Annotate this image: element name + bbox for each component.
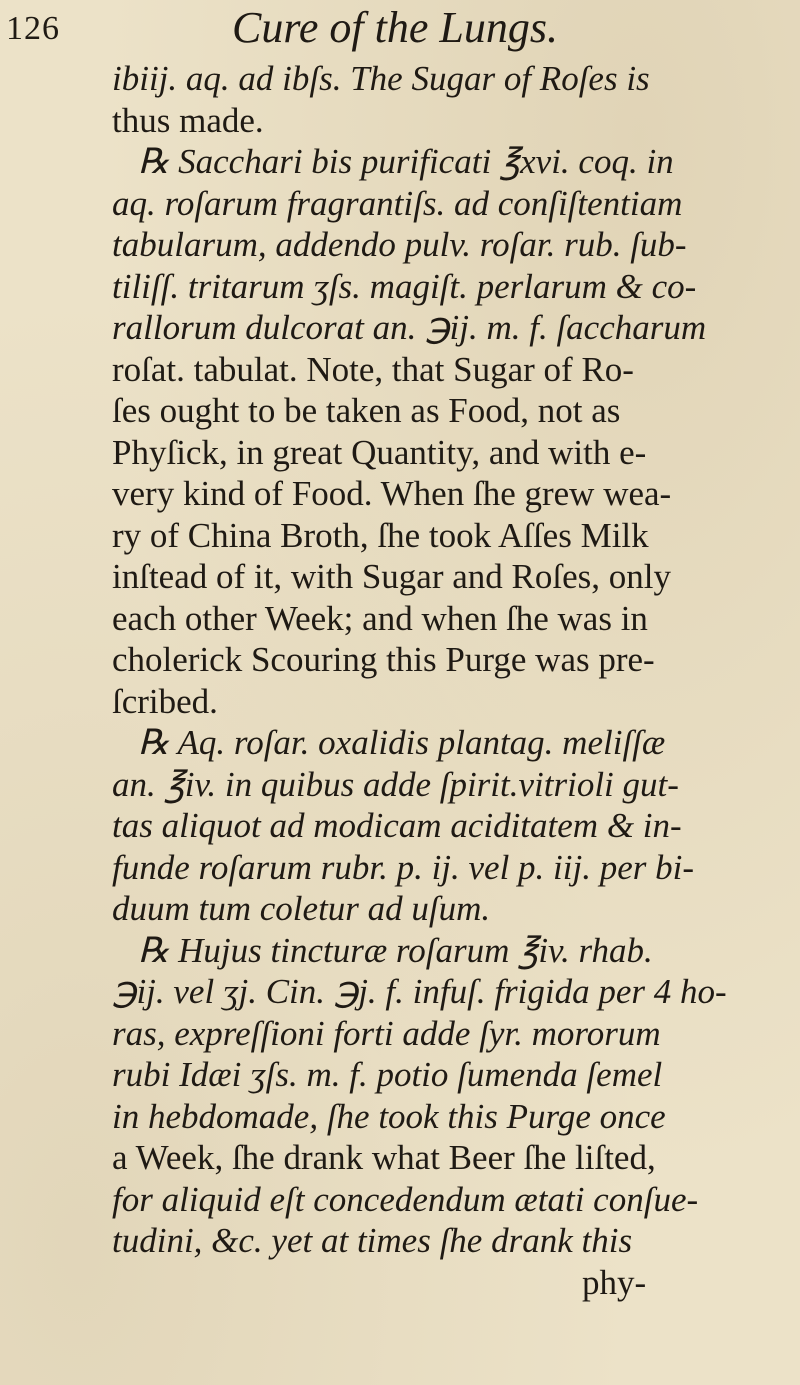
text-line: rallorum dulcorat an. ℈ij. m. f. ſaccharum [112, 308, 707, 347]
text-line: very kind of Food. When ſhe grew wea- [112, 474, 672, 513]
text-line: ras, expreſſioni forti adde ſyr. mororum [112, 1013, 661, 1053]
page-number: 126 [6, 10, 60, 47]
text-line: a Week, ſhe drank what Beer ſhe liſted, [112, 1138, 656, 1177]
text-line: Phyſick, in great Quantity, and with e- [112, 432, 647, 472]
text-line: ſes ought to be taken as Food, not as [112, 391, 621, 430]
text-line: cholerick Scouring this Purge was pre- [112, 640, 655, 679]
text-line: ℈ij. vel ʒj. Cin. ℈j. f. infuſ. frigida per 4 ho- [112, 972, 727, 1011]
text-line: ſcribed. [112, 681, 218, 721]
text-line: for aliquid eſt concedendum ætati conſue- [112, 1179, 699, 1219]
text-line: tudini, &c. yet at times ſhe drank this [112, 1221, 633, 1260]
text-line: ry of China Broth, ſhe took Aſſes Milk [112, 515, 649, 555]
text-line: tabularum, addendo pulv. roſar. rub. ſub- [112, 225, 687, 264]
catchword: phy- [582, 1262, 647, 1302]
text-line: ℞ Aq. roſar. oxalidis plantag. meliſſæ [138, 723, 666, 762]
text-line: funde roſarum rubr. p. ij. vel p. iij. per bi- [112, 847, 695, 887]
running-title: Cure of the Lungs. [232, 3, 558, 52]
text-line: in hebdomade, ſhe took this Purge once [112, 1096, 666, 1136]
text-line: rubi Idæi ʒſs. m. f. potio ſumenda ſemel [112, 1055, 663, 1094]
text-line: tiliſſ. tritarum ʒſs. magiſt. perlarum & co- [112, 266, 697, 306]
text-line: aq. roſarum fragrantiſs. ad conſiſtentiam [112, 183, 683, 223]
text-line: inſtead of it, with Sugar and Roſes, only [112, 557, 671, 596]
page-header [0, 0, 800, 64]
text-line: ℞ Sacchari bis purificati ℥xvi. coq. in [138, 142, 674, 181]
text-line: ℞ Hujus tincturæ roſarum ℥iv. rhab. [138, 930, 653, 970]
text-line: tas aliquot ad modicam aciditatem & in- [112, 806, 682, 845]
text-line: thus made. [112, 100, 264, 140]
body-text [112, 58, 792, 1303]
text-line: ibiij. aq. ad ibſs. The Sugar of Roſes is [112, 59, 650, 98]
text-line: duum tum coletur ad uſum. [112, 889, 491, 928]
text-line: each other Week; and when ſhe was in [112, 598, 648, 638]
text-line: an. ℥iv. in quibus adde ſpirit.vitrioli gut- [112, 764, 679, 804]
text-line: roſat. tabulat. Note, that Sugar of Ro- [112, 349, 634, 389]
